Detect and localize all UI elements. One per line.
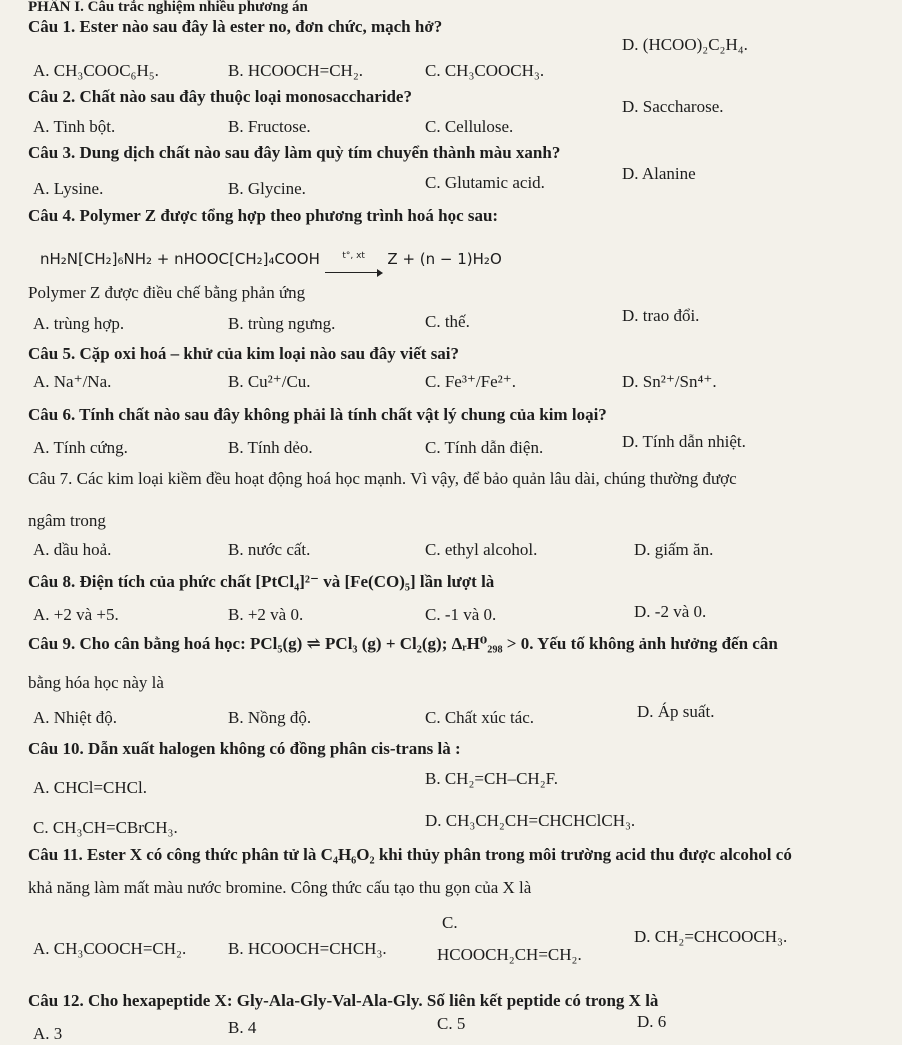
question-6-stem: Câu 6. Tính chất nào sau đây không phải là tính chất vật lý chung của kim loại?	[28, 405, 607, 424]
q2-option-b[interactable]: B. Fructose.	[228, 117, 311, 136]
question-5-stem: Câu 5. Cặp oxi hoá – khử của kim loại nào sau đây viết sai?	[28, 344, 460, 363]
q11-stem-2: khả năng làm mất màu nước bromine. Công thức cấu tạo thu gọn của X là	[28, 878, 532, 897]
question-7	[28, 468, 737, 490]
q8-option-d[interactable]: D. -2 và 0.	[634, 602, 707, 621]
q7-stem-2: ngâm trong	[28, 511, 106, 530]
q10-option-c[interactable]: C. CH₃CH=CBrCH₃.	[33, 818, 178, 837]
q4-equation-products: Z + (n − 1)H₂O	[387, 250, 502, 268]
question-10-stem: Câu 10. Dẫn xuất halogen không có đồng phân cis-trans là :	[28, 739, 461, 758]
q9-option-a[interactable]: A. Nhiệt độ.	[33, 708, 118, 727]
question-9-stem: Câu 9. Cho cân bằng hoá học: PCl₅(g) ⇌ PCl₃ (g) + Cl₂(g); ΔᵣH⁰₂₉₈ > 0. Yếu tố không ảnh hưởng đến cân	[28, 634, 778, 653]
q1-option-a[interactable]: A. CH₃COOC₆H₅.	[33, 61, 159, 80]
section-header: PHẦN I. Câu trắc nghiệm nhiều phương án	[28, 0, 308, 15]
question-8-stem: Câu 8. Điện tích của phức chất [PtCl₄]²⁻ và [Fe(CO)₅] lần lượt là	[28, 572, 495, 591]
q1-option-c[interactable]: C. CH₃COOCH₃.	[425, 61, 545, 80]
q6-option-b[interactable]: B. Tính dẻo.	[228, 438, 313, 457]
q3-option-b[interactable]: B. Glycine.	[228, 179, 306, 198]
q7-option-c[interactable]: C. ethyl alcohol.	[425, 540, 538, 559]
q8-option-a[interactable]: A. +2 và +5.	[33, 605, 119, 624]
q9-option-b[interactable]: B. Nồng độ.	[228, 708, 312, 727]
q5-option-d[interactable]: D. Sn²⁺/Sn⁴⁺.	[622, 372, 717, 391]
q6-option-a[interactable]: A. Tính cứng.	[33, 438, 128, 457]
q4-option-c[interactable]: C. thế.	[425, 312, 470, 331]
q3-option-d[interactable]: D. Alanine	[622, 164, 696, 183]
q1-option-d[interactable]: D. (HCOO)₂C₂H₄.	[622, 35, 748, 54]
q2-option-a[interactable]: A. Tinh bột.	[33, 117, 116, 136]
q11-option-c-label[interactable]: C.	[442, 913, 458, 932]
q11-option-a[interactable]: A. CH₃COOCH=CH₂.	[33, 939, 187, 958]
q7-option-b[interactable]: B. nước cất.	[228, 540, 311, 559]
q7-option-a[interactable]: A. dầu hoả.	[33, 540, 112, 559]
q5-option-b[interactable]: B. Cu²⁺/Cu.	[228, 372, 311, 391]
q9-stem-2: bằng hóa học này là	[28, 673, 164, 692]
q4-option-b[interactable]: B. trùng ngưng.	[228, 314, 336, 333]
question-3-stem: Câu 3. Dung dịch chất nào sau đây làm quỳ tím chuyển thành màu xanh?	[28, 143, 561, 162]
q9-option-d[interactable]: D. Áp suất.	[637, 702, 715, 721]
q4-option-d[interactable]: D. trao đổi.	[622, 306, 700, 325]
q6-option-c[interactable]: C. Tính dẫn điện.	[425, 438, 544, 457]
q3-option-c[interactable]: C. Glutamic acid.	[425, 173, 545, 192]
q4-option-a[interactable]: A. trùng hợp.	[33, 314, 125, 333]
q8-option-b[interactable]: B. +2 và 0.	[228, 605, 304, 624]
q3-option-a[interactable]: A. Lysine.	[33, 179, 104, 198]
question-7-stem: Câu 7. Các kim loại kiềm đều hoạt động hoá học mạnh. Vì vậy, để bảo quản lâu dài, chúng thường được	[28, 469, 737, 488]
q12-option-c[interactable]: C. 5	[437, 1014, 466, 1033]
q8-option-c[interactable]: C. -1 và 0.	[425, 605, 497, 624]
q7-option-d[interactable]: D. giấm ăn.	[634, 540, 714, 559]
question-1	[28, 16, 442, 38]
question-12-stem: Câu 12. Cho hexapeptide X: Gly-Ala-Gly-Val-Ala-Gly. Số liên kết peptide có trong X là	[28, 991, 659, 1010]
q9-option-c[interactable]: C. Chất xúc tác.	[425, 708, 535, 727]
q6-option-d[interactable]: D. Tính dẫn nhiệt.	[622, 432, 746, 451]
q12-option-d[interactable]: D. 6	[637, 1012, 667, 1031]
q11-option-b[interactable]: B. HCOOCH=CHCH₃.	[228, 939, 387, 958]
q4-equation	[40, 245, 502, 270]
question-11-stem: Câu 11. Ester X có công thức phân tử là C₄H₆O₂ khi thủy phân trong môi trường acid thu được alcohol có	[28, 845, 792, 864]
q2-option-c[interactable]: C. Cellulose.	[425, 117, 514, 136]
q10-option-a[interactable]: A. CHCl=CHCl.	[33, 778, 147, 797]
q11-option-c[interactable]: HCOOCH₂CH=CH₂.	[437, 945, 582, 964]
q4-stem-2: Polymer Z được điều chế bằng phản ứng	[28, 283, 306, 302]
q11-option-d[interactable]: D. CH₂=CHCOOCH₃.	[634, 927, 788, 946]
q10-option-b[interactable]: B. CH₂=CH–CH₂F.	[425, 769, 558, 788]
q10-option-d[interactable]: D. CH₃CH₂CH=CHCHClCH₃.	[425, 811, 636, 830]
q2-option-d[interactable]: D. Saccharose.	[622, 97, 724, 116]
question-1-stem: Câu 1. Ester nào sau đây là ester no, đơn chức, mạch hở?	[28, 17, 443, 36]
q4-equation-reactants: nH₂N[CH₂]₆NH₂ + nHOOC[CH₂]₄COOH	[40, 250, 320, 268]
reaction-arrow-icon	[325, 245, 383, 267]
q1-option-b[interactable]: B. HCOOCH=CH₂.	[228, 61, 364, 80]
q12-option-b[interactable]: B. 4	[228, 1018, 257, 1037]
q5-option-a[interactable]: A. Na⁺/Na.	[33, 372, 112, 391]
question-2-stem: Câu 2. Chất nào sau đây thuộc loại monosaccharide?	[28, 87, 412, 106]
q5-option-c[interactable]: C. Fe³⁺/Fe²⁺.	[425, 372, 516, 391]
question-4-stem: Câu 4. Polymer Z được tổng hợp theo phương trình hoá học sau:	[28, 206, 499, 225]
q12-option-a[interactable]: A. 3	[33, 1024, 63, 1043]
q4-equation-condition: t°, xt	[342, 251, 365, 261]
